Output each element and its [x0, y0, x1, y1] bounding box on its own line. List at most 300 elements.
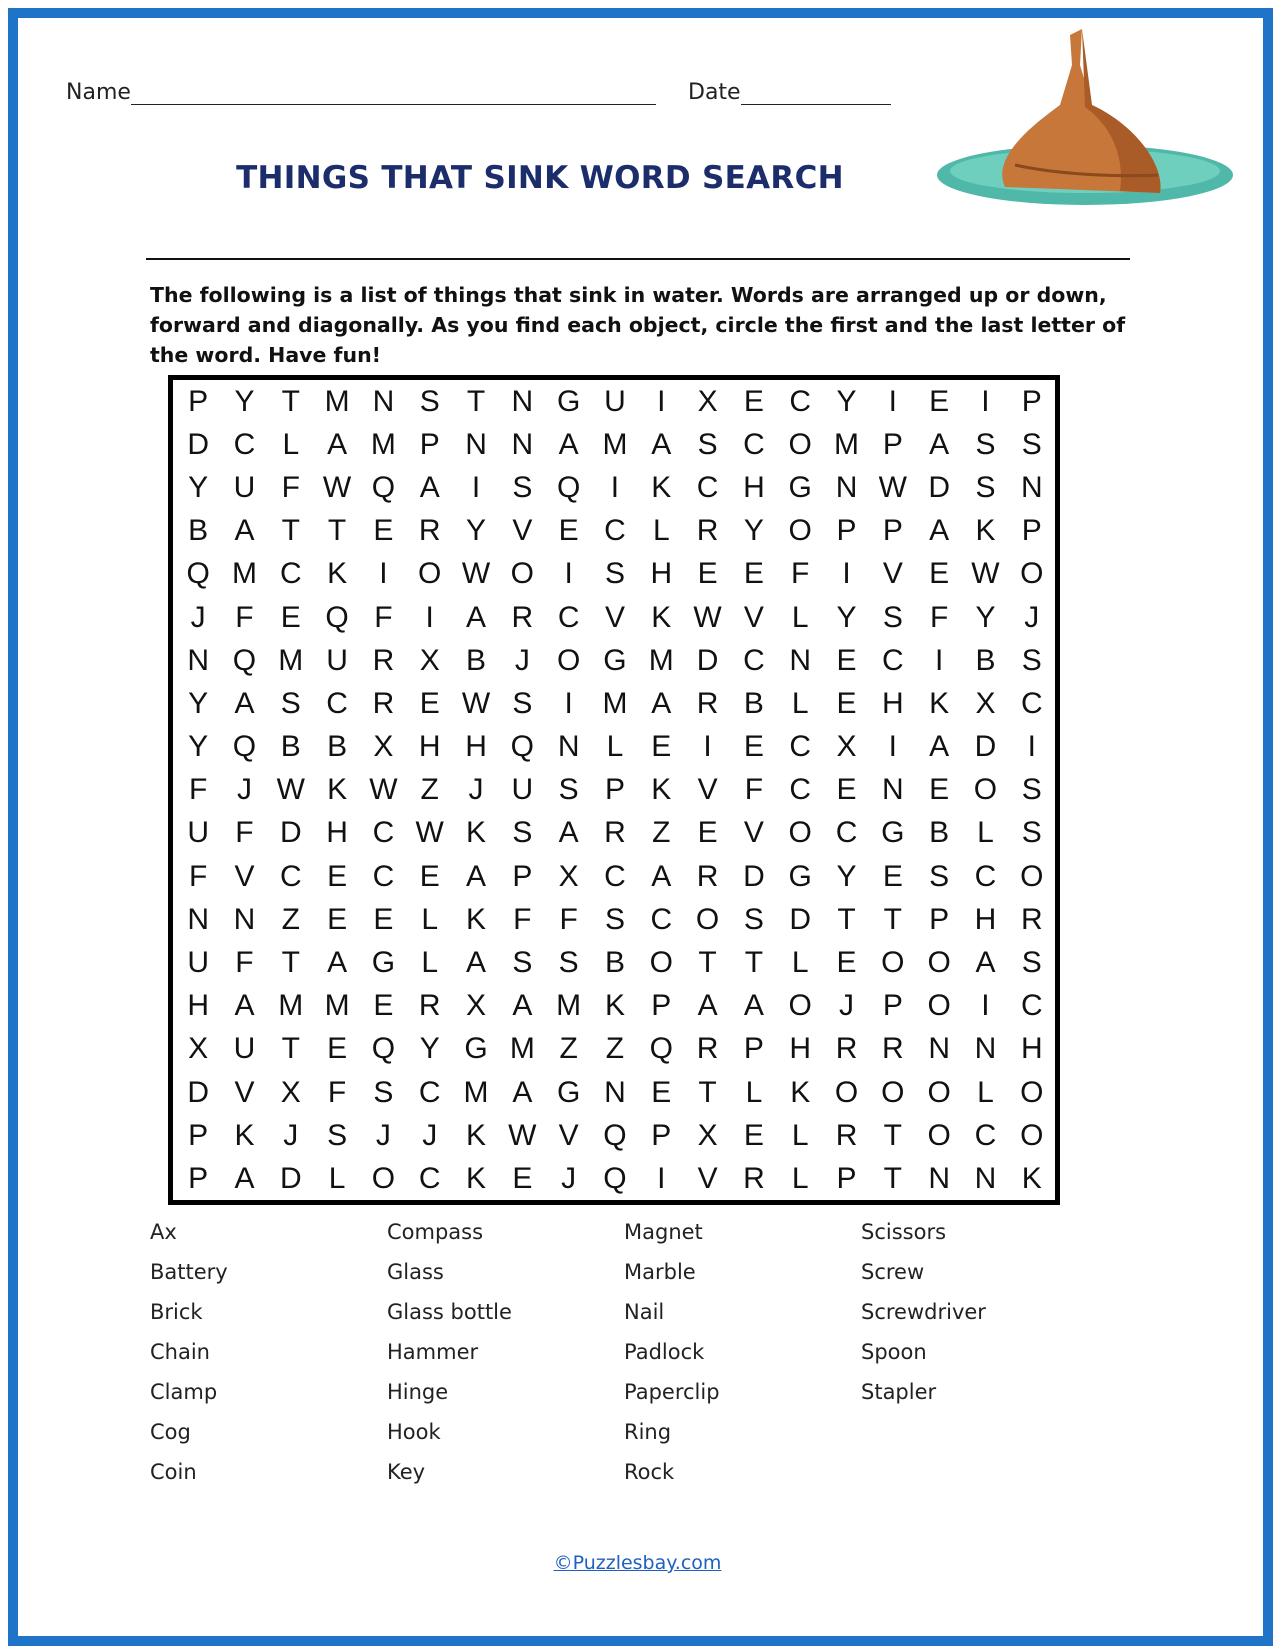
grid-cell[interactable]: O	[881, 1075, 905, 1109]
grid-cell[interactable]: S	[280, 686, 301, 720]
grid-cell[interactable]: X	[697, 384, 718, 418]
grid-cell[interactable]: P	[188, 1118, 209, 1152]
grid-cell[interactable]: L	[328, 1161, 346, 1195]
grid-cell[interactable]: J	[561, 1161, 577, 1195]
grid-cell[interactable]: A	[234, 686, 255, 720]
grid-cell[interactable]: N	[1020, 470, 1043, 504]
grid-cell[interactable]: J	[839, 989, 855, 1023]
grid-cell[interactable]: R	[743, 1161, 765, 1195]
grid-cell[interactable]: I	[842, 557, 851, 591]
grid-cell[interactable]: X	[836, 730, 857, 764]
grid-cell[interactable]: P	[512, 859, 533, 893]
grid-cell[interactable]: D	[974, 730, 997, 764]
grid-cell[interactable]: C	[696, 470, 719, 504]
grid-cell[interactable]: H	[1020, 1032, 1043, 1066]
date-field[interactable]	[688, 80, 891, 105]
grid-cell[interactable]: A	[234, 1161, 255, 1195]
grid-cell[interactable]: U	[187, 816, 209, 850]
grid-cell[interactable]: C	[418, 1161, 441, 1195]
grid-cell[interactable]: K	[466, 816, 487, 850]
grid-cell[interactable]: H	[974, 902, 997, 936]
grid-cell[interactable]: H	[465, 730, 487, 764]
grid-cell[interactable]: O	[649, 946, 673, 980]
grid-cell[interactable]: E	[743, 1118, 764, 1152]
grid-cell[interactable]: P	[188, 384, 209, 418]
grid-cell[interactable]: O	[418, 557, 442, 591]
grid-cell[interactable]: N	[465, 427, 487, 461]
grid-cell[interactable]: R	[1020, 902, 1043, 936]
grid-cell[interactable]: P	[188, 1161, 209, 1195]
grid-cell[interactable]: C	[1020, 686, 1043, 720]
grid-cell[interactable]: B	[327, 730, 348, 764]
grid-cell[interactable]: A	[512, 1075, 533, 1109]
grid-cell[interactable]: B	[280, 730, 301, 764]
grid-cell[interactable]: O	[927, 1075, 951, 1109]
grid-cell[interactable]: L	[421, 902, 439, 936]
grid-cell[interactable]: V	[743, 816, 764, 850]
grid-cell[interactable]: N	[372, 384, 395, 418]
grid-cell[interactable]: G	[371, 946, 396, 980]
grid-cell[interactable]: P	[836, 514, 857, 548]
grid-cell[interactable]: O	[834, 1075, 859, 1109]
grid-cell[interactable]: U	[233, 470, 256, 504]
grid-cell[interactable]: K	[466, 1118, 487, 1152]
grid-cell[interactable]: B	[929, 816, 950, 850]
grid-cell[interactable]: C	[279, 859, 302, 893]
grid-cell[interactable]: V	[234, 859, 255, 893]
grid-cell[interactable]: K	[651, 600, 672, 634]
grid-cell[interactable]: O	[973, 773, 998, 807]
grid-cell[interactable]: W	[461, 557, 491, 591]
grid-cell[interactable]: E	[929, 557, 950, 591]
grid-cell[interactable]: X	[188, 1032, 209, 1066]
grid-cell[interactable]: T	[281, 946, 300, 980]
grid-cell[interactable]: D	[696, 643, 719, 677]
grid-cell[interactable]: J	[1024, 600, 1040, 634]
grid-cell[interactable]: S	[512, 816, 533, 850]
grid-cell[interactable]: S	[1021, 427, 1042, 461]
grid-cell[interactable]: V	[697, 773, 718, 807]
grid-cell[interactable]: C	[418, 1075, 441, 1109]
grid-cell[interactable]: J	[375, 1118, 391, 1152]
grid-cell[interactable]: I	[657, 384, 666, 418]
grid-cell[interactable]: C	[789, 730, 812, 764]
grid-cell[interactable]: C	[835, 816, 858, 850]
grid-cell[interactable]: E	[743, 384, 764, 418]
grid-cell[interactable]: M	[278, 989, 304, 1023]
grid-cell[interactable]: G	[556, 384, 581, 418]
grid-cell[interactable]: E	[558, 514, 579, 548]
grid-cell[interactable]: T	[744, 946, 764, 980]
grid-cell[interactable]: W	[971, 557, 1000, 591]
grid-cell[interactable]: Q	[510, 730, 535, 764]
grid-cell[interactable]: Q	[325, 600, 349, 634]
grid-cell[interactable]: O	[788, 816, 812, 850]
grid-cell[interactable]: O	[788, 989, 812, 1023]
grid-cell[interactable]: K	[466, 1161, 487, 1195]
grid-cell[interactable]: A	[651, 859, 672, 893]
grid-cell[interactable]: Y	[836, 384, 857, 418]
grid-cell[interactable]: W	[461, 686, 491, 720]
grid-cell[interactable]: E	[327, 902, 348, 936]
grid-cell[interactable]: H	[326, 816, 348, 850]
grid-cell[interactable]: Z	[420, 773, 439, 807]
grid-cell[interactable]: P	[836, 1161, 857, 1195]
grid-cell[interactable]: F	[188, 773, 208, 807]
grid-cell[interactable]: F	[235, 600, 254, 634]
grid-cell[interactable]: S	[604, 902, 625, 936]
grid-cell[interactable]: E	[327, 859, 348, 893]
grid-cell[interactable]: E	[929, 773, 950, 807]
grid-cell[interactable]: C	[557, 600, 580, 634]
grid-cell[interactable]: E	[836, 686, 857, 720]
grid-cell[interactable]: N	[187, 902, 209, 936]
grid-cell[interactable]: Q	[371, 470, 396, 504]
grid-cell[interactable]: R	[835, 1118, 858, 1152]
grid-cell[interactable]: O	[1020, 1118, 1044, 1152]
grid-cell[interactable]: C	[974, 1118, 997, 1152]
grid-cell[interactable]: U	[326, 643, 348, 677]
grid-cell[interactable]: C	[882, 643, 904, 677]
grid-cell[interactable]: B	[188, 514, 209, 548]
grid-cell[interactable]: N	[233, 902, 256, 936]
grid-cell[interactable]: O	[788, 427, 812, 461]
grid-cell[interactable]: I	[610, 470, 620, 504]
grid-cell[interactable]: T	[883, 1118, 902, 1152]
grid-cell[interactable]: V	[558, 1118, 579, 1152]
grid-cell[interactable]: X	[419, 643, 440, 677]
grid-cell[interactable]: S	[1021, 773, 1042, 807]
grid-cell[interactable]: P	[743, 1032, 764, 1066]
grid-cell[interactable]: C	[372, 859, 395, 893]
grid-cell[interactable]: N	[974, 1161, 997, 1195]
grid-cell[interactable]: O	[510, 557, 535, 591]
grid-cell[interactable]: S	[975, 470, 996, 504]
grid-cell[interactable]: I	[425, 600, 434, 634]
grid-cell[interactable]: A	[558, 816, 579, 850]
grid-cell[interactable]: K	[975, 514, 996, 548]
grid-cell[interactable]: P	[929, 902, 950, 936]
grid-cell[interactable]: M	[463, 1075, 489, 1109]
grid-cell[interactable]: N	[882, 773, 904, 807]
grid-cell[interactable]: L	[977, 816, 994, 850]
grid-cell[interactable]: E	[743, 730, 764, 764]
grid-cell[interactable]: Y	[975, 600, 996, 634]
grid-cell[interactable]: O	[927, 989, 951, 1023]
footer-link[interactable]: ©Puzzlesbay.com	[553, 1552, 722, 1574]
grid-cell[interactable]: W	[693, 600, 722, 634]
grid-cell[interactable]: A	[697, 989, 718, 1023]
grid-cell[interactable]: T	[698, 946, 717, 980]
grid-cell[interactable]: Z	[281, 902, 300, 936]
grid-cell[interactable]: E	[697, 557, 718, 591]
grid-cell[interactable]: J	[283, 1118, 299, 1152]
grid-cell[interactable]: M	[370, 427, 396, 461]
grid-cell[interactable]: R	[882, 1032, 904, 1066]
grid-cell[interactable]: Y	[419, 1032, 440, 1066]
grid-cell[interactable]: E	[512, 1161, 533, 1195]
grid-cell[interactable]: P	[651, 989, 672, 1023]
grid-cell[interactable]: Y	[836, 600, 857, 634]
grid-cell[interactable]: L	[791, 600, 809, 634]
grid-cell[interactable]: Z	[652, 816, 671, 850]
grid-cell[interactable]: L	[606, 730, 624, 764]
grid-cell[interactable]: S	[1021, 816, 1042, 850]
grid-cell[interactable]: T	[281, 384, 300, 418]
grid-cell[interactable]: L	[745, 1075, 763, 1109]
grid-cell[interactable]: S	[419, 384, 440, 418]
grid-cell[interactable]: P	[651, 1118, 672, 1152]
grid-cell[interactable]: W	[276, 773, 305, 807]
grid-cell[interactable]: R	[696, 514, 719, 548]
grid-cell[interactable]: I	[564, 686, 573, 720]
grid-cell[interactable]: R	[372, 686, 395, 720]
grid-cell[interactable]: F	[327, 1075, 347, 1109]
grid-cell[interactable]: E	[327, 1032, 348, 1066]
grid-cell[interactable]: Q	[232, 730, 257, 764]
grid-cell[interactable]: S	[558, 946, 579, 980]
grid-cell[interactable]: G	[464, 1032, 488, 1066]
grid-cell[interactable]: X	[697, 1118, 718, 1152]
grid-cell[interactable]: H	[789, 1032, 812, 1066]
grid-cell[interactable]: A	[743, 989, 764, 1023]
grid-cell[interactable]: I	[1027, 730, 1036, 764]
grid-cell[interactable]: E	[373, 989, 394, 1023]
grid-cell[interactable]: S	[558, 773, 579, 807]
grid-cell[interactable]: Y	[466, 514, 487, 548]
grid-cell[interactable]: L	[791, 1118, 809, 1152]
grid-cell[interactable]: S	[882, 600, 903, 634]
grid-cell[interactable]: Y	[836, 859, 857, 893]
grid-cell[interactable]: W	[508, 1118, 537, 1152]
grid-cell[interactable]: I	[888, 730, 898, 764]
grid-cell[interactable]: H	[743, 470, 765, 504]
grid-cell[interactable]: D	[187, 427, 209, 461]
grid-cell[interactable]: D	[279, 1161, 302, 1195]
grid-cell[interactable]: Q	[186, 557, 210, 591]
grid-cell[interactable]: N	[974, 1032, 997, 1066]
grid-cell[interactable]: I	[703, 730, 712, 764]
grid-cell[interactable]: C	[743, 643, 765, 677]
grid-cell[interactable]: S	[512, 946, 533, 980]
grid-cell[interactable]: C	[233, 427, 256, 461]
grid-cell[interactable]: A	[929, 514, 950, 548]
grid-cell[interactable]: V	[604, 600, 625, 634]
grid-cell[interactable]: M	[324, 989, 350, 1023]
grid-cell[interactable]: S	[1021, 643, 1042, 677]
grid-cell[interactable]: C	[372, 816, 395, 850]
grid-cell[interactable]: K	[604, 989, 625, 1023]
grid-cell[interactable]: N	[511, 384, 534, 418]
grid-cell[interactable]: C	[326, 686, 348, 720]
grid-cell[interactable]: D	[279, 816, 302, 850]
grid-cell[interactable]: A	[651, 427, 672, 461]
grid-cell[interactable]: U	[233, 1032, 256, 1066]
grid-cell[interactable]: H	[418, 730, 441, 764]
grid-cell[interactable]: R	[696, 859, 719, 893]
grid-cell[interactable]: G	[603, 643, 627, 677]
grid-cell[interactable]: Q	[649, 1032, 673, 1066]
grid-cell[interactable]: M	[602, 427, 628, 461]
grid-cell[interactable]: R	[372, 643, 395, 677]
grid-cell[interactable]: D	[789, 902, 812, 936]
grid-cell[interactable]: T	[281, 1032, 300, 1066]
grid-cell[interactable]: K	[234, 1118, 255, 1152]
grid-cell[interactable]: B	[975, 643, 996, 677]
grid-cell[interactable]: O	[695, 902, 720, 936]
grid-cell[interactable]: I	[564, 557, 573, 591]
grid-cell[interactable]: L	[791, 686, 809, 720]
grid-cell[interactable]: L	[421, 946, 439, 980]
grid-cell[interactable]: F	[513, 902, 532, 936]
grid-cell[interactable]: C	[789, 773, 812, 807]
grid-cell[interactable]: N	[511, 427, 534, 461]
grid-cell[interactable]: F	[744, 773, 764, 807]
grid-cell[interactable]: W	[878, 470, 907, 504]
grid-cell[interactable]: U	[187, 946, 209, 980]
grid-cell[interactable]: S	[975, 427, 996, 461]
grid-cell[interactable]: H	[650, 557, 673, 591]
grid-cell[interactable]: A	[512, 989, 533, 1023]
grid-cell[interactable]: P	[882, 514, 903, 548]
grid-cell[interactable]: V	[743, 600, 764, 634]
grid-cell[interactable]: K	[327, 557, 348, 591]
grid-cell[interactable]: P	[882, 989, 903, 1023]
grid-cell[interactable]: S	[1021, 946, 1042, 980]
grid-cell[interactable]: R	[696, 1032, 719, 1066]
grid-cell[interactable]: F	[188, 859, 208, 893]
grid-cell[interactable]: Q	[371, 1032, 396, 1066]
grid-cell[interactable]: C	[1020, 989, 1043, 1023]
grid-cell[interactable]: O	[1020, 1075, 1044, 1109]
grid-cell[interactable]: J	[190, 600, 206, 634]
grid-cell[interactable]: T	[883, 1161, 902, 1195]
grid-cell[interactable]: W	[369, 773, 398, 807]
grid-cell[interactable]: K	[790, 1075, 811, 1109]
grid-cell[interactable]: A	[327, 427, 348, 461]
grid-cell[interactable]: K	[651, 773, 672, 807]
grid-cell[interactable]: I	[379, 557, 388, 591]
grid-cell[interactable]: G	[556, 1075, 581, 1109]
grid-cell[interactable]: S	[743, 902, 764, 936]
grid-cell[interactable]: M	[556, 989, 582, 1023]
grid-cell[interactable]: E	[373, 902, 394, 936]
grid-cell[interactable]: L	[282, 427, 300, 461]
grid-cell[interactable]: D	[187, 1075, 209, 1109]
grid-cell[interactable]: D	[928, 470, 950, 504]
grid-cell[interactable]: Q	[232, 643, 257, 677]
grid-cell[interactable]: Z	[605, 1032, 625, 1066]
grid-cell[interactable]: P	[1021, 384, 1042, 418]
grid-cell[interactable]: E	[373, 514, 394, 548]
grid-cell[interactable]: Y	[188, 686, 209, 720]
grid-cell[interactable]: Y	[188, 470, 209, 504]
grid-cell[interactable]: O	[881, 946, 905, 980]
grid-cell[interactable]: L	[652, 514, 670, 548]
grid-cell[interactable]: O	[927, 1118, 951, 1152]
grid-cell[interactable]: N	[835, 470, 858, 504]
grid-cell[interactable]: E	[929, 384, 950, 418]
grid-cell[interactable]: C	[743, 427, 765, 461]
grid-cell[interactable]: M	[602, 686, 628, 720]
grid-cell[interactable]: S	[604, 557, 625, 591]
grid-cell[interactable]: R	[418, 514, 441, 548]
grid-cell[interactable]: A	[558, 427, 579, 461]
grid-cell[interactable]: E	[882, 859, 903, 893]
grid-cell[interactable]: R	[511, 600, 534, 634]
grid-cell[interactable]: O	[556, 643, 581, 677]
grid-cell[interactable]: S	[512, 686, 533, 720]
grid-cell[interactable]: T	[466, 384, 486, 418]
grid-cell[interactable]: S	[512, 470, 533, 504]
grid-cell[interactable]: X	[280, 1075, 301, 1109]
grid-cell[interactable]: V	[882, 557, 903, 591]
grid-cell[interactable]: I	[657, 1161, 666, 1195]
grid-cell[interactable]: A	[466, 859, 487, 893]
grid-cell[interactable]: E	[836, 643, 857, 677]
grid-cell[interactable]: K	[651, 470, 672, 504]
grid-cell[interactable]: I	[981, 989, 990, 1023]
grid-cell[interactable]: L	[791, 946, 809, 980]
grid-cell[interactable]: A	[234, 989, 255, 1023]
grid-cell[interactable]: E	[836, 946, 857, 980]
grid-cell[interactable]: V	[512, 514, 533, 548]
grid-cell[interactable]: O	[788, 514, 812, 548]
grid-cell[interactable]: W	[415, 816, 444, 850]
grid-cell[interactable]: R	[696, 686, 719, 720]
grid-cell[interactable]: M	[834, 427, 860, 461]
grid-cell[interactable]: A	[975, 946, 996, 980]
grid-cell[interactable]: S	[327, 1118, 348, 1152]
grid-cell[interactable]: F	[235, 946, 254, 980]
grid-cell[interactable]: E	[280, 600, 301, 634]
grid-cell[interactable]: S	[373, 1075, 394, 1109]
grid-cell[interactable]: A	[419, 470, 440, 504]
grid-cell[interactable]: X	[975, 686, 996, 720]
grid-cell[interactable]: A	[466, 600, 487, 634]
grid-cell[interactable]: T	[698, 1075, 717, 1109]
name-field[interactable]	[66, 80, 656, 105]
grid-cell[interactable]: U	[604, 384, 626, 418]
grid-cell[interactable]: E	[651, 730, 672, 764]
grid-cell[interactable]: T	[327, 514, 347, 548]
grid-cell[interactable]: C	[604, 859, 626, 893]
grid-cell[interactable]: M	[324, 384, 350, 418]
grid-cell[interactable]: H	[187, 989, 209, 1023]
grid-cell[interactable]: K	[1021, 1161, 1042, 1195]
grid-cell[interactable]: N	[557, 730, 580, 764]
grid-cell[interactable]: E	[419, 686, 440, 720]
grid-cell[interactable]: J	[422, 1118, 438, 1152]
grid-cell[interactable]: N	[604, 1075, 626, 1109]
grid-cell[interactable]: J	[236, 773, 252, 807]
grid-cell[interactable]: V	[234, 1075, 255, 1109]
grid-cell[interactable]: G	[788, 470, 812, 504]
grid-cell[interactable]: L	[977, 1075, 994, 1109]
grid-cell[interactable]: C	[789, 384, 812, 418]
name-blank[interactable]	[131, 84, 656, 105]
grid-cell[interactable]: E	[419, 859, 440, 893]
grid-cell[interactable]: Q	[603, 1118, 627, 1152]
grid-cell[interactable]: A	[651, 686, 672, 720]
grid-cell[interactable]: N	[789, 643, 812, 677]
grid-cell[interactable]: I	[934, 643, 944, 677]
grid-cell[interactable]: K	[929, 686, 950, 720]
grid-cell[interactable]: Y	[188, 730, 209, 764]
grid-cell[interactable]: F	[281, 470, 300, 504]
grid-cell[interactable]: P	[1021, 514, 1042, 548]
grid-cell[interactable]: T	[883, 902, 902, 936]
